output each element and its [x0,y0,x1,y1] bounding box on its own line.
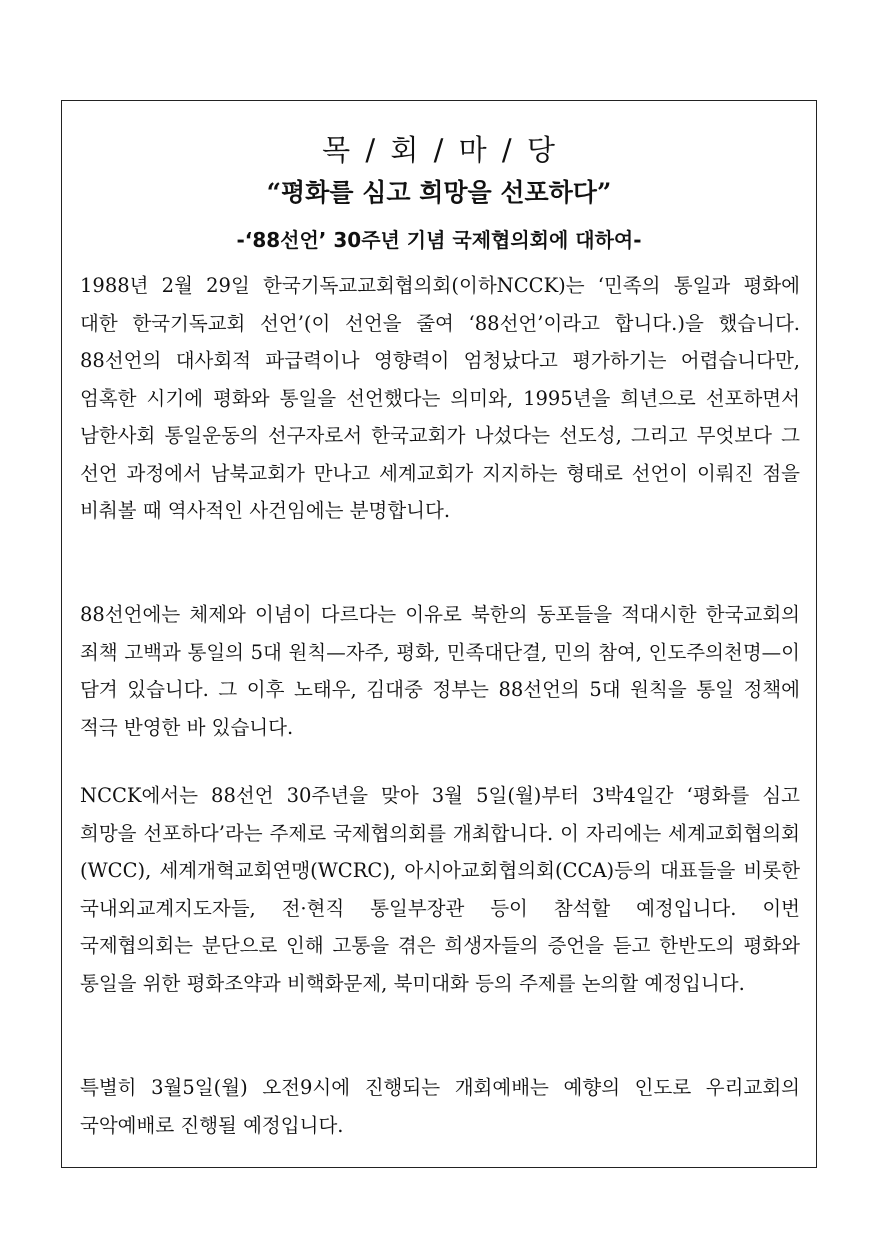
paragraph: 1988년 2월 29일 한국기독교교회협의회(이하NCCK)는 ‘민족의 통일과 평화에 대한 한국기독교회 선언’(이 선언을 줄여 ‘88선언’이라고 합니다.)을 했습니다. 88선언의 대사회적 파급력이나 영향력이 엄청났다고 평가하기는 어렵습니다만, 엄혹한 시기에 평화와 통일을 선언했다는 의미와, 1995년을 희년으로 선포하면서 남한사회 통일운동의 선구자로서 한국교회가 나섰다는 선도성, 그리고 무엇보다 그 선언 과정에서 남북교회가 만나고 세계교회가 지지하는 형태로 선언이 이뤄진 점을 비춰볼 때 역사적인 사건임에는 분명합니다. [80,274,800,522]
paragraph: 특별히 3월5일(월) 오전9시에 진행되는 개회예배는 예향의 인도로 우리교회의 국악예배로 진행될 예정입니다. [80,1076,800,1137]
paragraph-block [80,777,800,1002]
paragraph-block [80,596,800,746]
paragraph: NCCK에서는 88선언 30주년을 맞아 3월 5일(월)부터 3박4일간 ‘평화를 심고 희망을 선포하다’라는 주제로 국제협의회를 개최합니다. 이 자리에는 세계교회협의회(WCC), 세계개혁교회연맹(WCRC), 아시아교회협의회(CCA)등의 대표들을 비롯한 국내외교계지도자들, 전·현직 통일부장관 등이 참석할 예정입니다. 이번 국제협의회는 분단으로 인해 고통을 겪은 희생자들의 증언을 듣고 한반도의 평화와 통일을 위한 평화조약과 비핵화문제, 북미대화 등의 주제를 논의할 예정입니다. [80,784,800,995]
paragraph-block [80,1069,800,1144]
paragraph-block [80,267,800,530]
main-title: “평화를 심고 희망을 선포하다” [266,178,612,207]
subtitle: -‘88선언’ 30주년 기념 국제협의회에 대하여- [236,228,642,252]
section-title: 목 / 회 / 마 / 당 [322,133,556,167]
document-frame [61,100,817,1168]
paragraph: 88선언에는 체제와 이념이 다르다는 이유로 북한의 동포들을 적대시한 한국교회의 죄책 고백과 통일의 5대 원칙—자주, 평화, 민족대단결, 민의 참여, 인도주의천명—이 담겨 있습니다. 그 이후 노태우, 김대중 정부는 88선언의 5대 원칙을 통일 정책에 적극 반영한 바 있습니다. [80,603,800,739]
